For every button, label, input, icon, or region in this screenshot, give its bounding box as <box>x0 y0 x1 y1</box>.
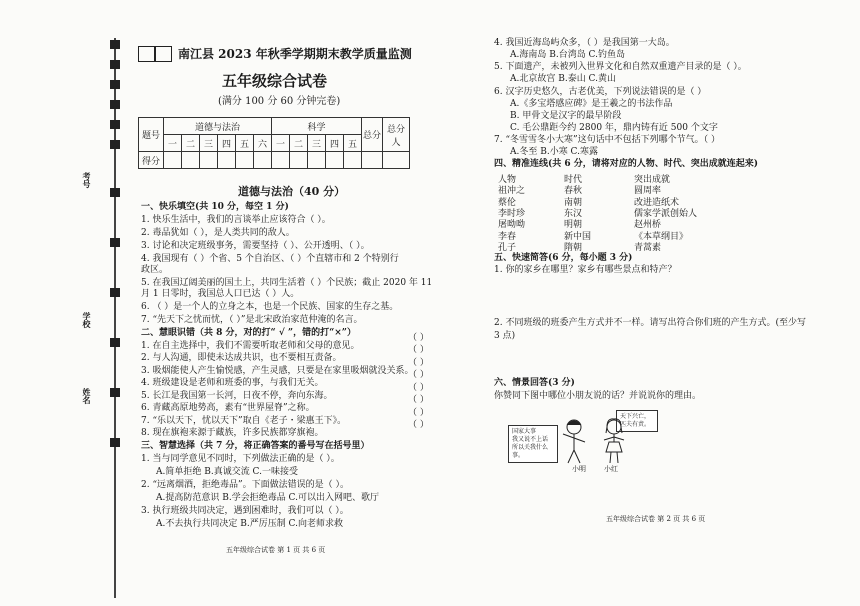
choice-options: A.北京故宫 B.泰山 C.黄山 <box>510 74 616 84</box>
choice-question: 5. 下面遗产，未被列入世界文化和自然双重遗产目录的是（ ）。 <box>494 62 747 72</box>
binding-mark <box>110 120 120 129</box>
match-item-col2: 新中国 <box>564 231 592 242</box>
binding-mark <box>110 140 120 149</box>
section-heading-3: 三、智慧选择（共 7 分，将正确答案的番号写在括号里） <box>141 441 370 451</box>
score-cell <box>326 152 344 169</box>
choice-options: A.冬至 B.小寒 C.寒露 <box>510 147 598 157</box>
question-line: 政区。 <box>141 265 169 275</box>
score-row-label: 得分 <box>139 152 164 169</box>
choice-options: A.海南岛 B.台湾岛 C.钓鱼岛 <box>510 50 625 60</box>
binding-mark <box>110 288 120 297</box>
kid-name-left: 小明 <box>572 465 586 473</box>
binding-mark <box>110 40 120 49</box>
judge-line: 6. 青藏高原地势高，素有“世界屋脊”之称。 <box>141 403 315 413</box>
match-item-col1: 李春 <box>498 231 517 242</box>
bubble-text: 我又说不上话 <box>512 436 549 443</box>
judge-line: 4. 班级建设是老师和班委的事，与我们无关。 <box>141 378 324 388</box>
bubble-text: 所以关我什么 <box>512 444 549 451</box>
score-cell <box>344 152 362 169</box>
choice-question: 4. 我国近海岛屿众多，（ ）是我国第一大岛。 <box>494 38 675 48</box>
score-cell <box>182 152 200 169</box>
match-item-col1: 蔡伦 <box>498 197 517 208</box>
score-cell <box>290 152 308 169</box>
match-item-col1: 孔子 <box>498 242 517 253</box>
binding-mark <box>110 80 120 89</box>
answer-paren: （ ） <box>408 420 429 430</box>
section-heading-5: 五、快速简答(6 分，每小题 3 分) <box>494 253 633 263</box>
corner-box <box>155 46 172 62</box>
children-illustration <box>556 418 636 466</box>
question-line: 6. （ ）是一个人的立身之本，也是一个民族、国家的生存之基。 <box>141 302 399 312</box>
match-item-col2: 南朝 <box>564 197 583 208</box>
score-col: 三 <box>200 135 218 152</box>
score-col: 六 <box>254 135 272 152</box>
match-item-col1: 祖冲之 <box>498 186 526 197</box>
binding-strip <box>104 38 126 598</box>
section-title: 道德与法治（40 分） <box>238 185 346 198</box>
question-line: 4. 我国现有（ ）个省、5 个自治区、（ ）个直辖市和 2 个特别行 <box>141 254 399 264</box>
kid-name-right: 小红 <box>604 465 618 473</box>
score-col: 三 <box>308 135 326 152</box>
match-item-col3: 赵州桥 <box>634 220 662 231</box>
page-footer-right: 五年级综合试卷 第 2 页 共 6 页 <box>606 515 706 523</box>
match-item-col2: 时代 <box>564 175 583 185</box>
score-table-total: 总分 <box>362 118 383 152</box>
bubble-text: 事。 <box>512 452 525 459</box>
match-item-col2: 隋朝 <box>564 242 583 253</box>
score-col: 一 <box>272 135 290 152</box>
binding-label-exam-no: 考号 <box>82 172 92 188</box>
score-col: 四 <box>218 135 236 152</box>
judge-line: 5. 长江是我国第一长河，日夜不停，奔向东海。 <box>141 391 333 401</box>
answer-paren: （ ） <box>408 408 429 418</box>
bubble-text: 国家大事 <box>512 428 537 435</box>
score-table <box>138 117 410 169</box>
short-answer-question: 2. 不同班级的班委产生方式并不一样。请写出符合你们班的产生方式。(至少写 <box>494 318 806 328</box>
choice-question: 3. 执行班级共同决定，遇到困难时，我们可以（ ）。 <box>141 506 349 516</box>
match-item-col3: 圆周率 <box>634 186 662 197</box>
exam-subtitle: 五年级综合试卷 <box>222 72 328 90</box>
score-cell <box>254 152 272 169</box>
answer-paren: （ ） <box>408 370 429 380</box>
section-heading-4: 四、精准连线(共 6 分，请将对应的人物、时代、突出成就连起来) <box>494 159 759 169</box>
section-heading-1: 一、快乐填空(共 10 分，每空 1 分) <box>141 202 289 212</box>
bubble-text: 天下兴亡， <box>620 413 651 420</box>
choice-options: C. 毛公鼎距今约 2800 年，鼎内铸有近 500 个文字 <box>510 123 718 133</box>
match-item-col1: 屠呦呦 <box>498 220 526 231</box>
girl-figure <box>604 419 624 463</box>
question-line: 2. 毒品犹如（ ），是人类共同的敌人。 <box>141 228 295 238</box>
choice-question: 2. “远离烟酒，拒绝毒品”。下面做法错误的是（ ）。 <box>141 480 350 490</box>
binding-mark <box>110 388 120 397</box>
choice-question: 7. “冬雪雪冬小大寒”这句话中不包括下列哪个节气。（ ） <box>494 135 721 145</box>
short-answer-question: 1. 你的家乡在哪里？家乡有哪些景点和特产？ <box>494 265 677 275</box>
choice-options: A.不去执行共同决定 B.严厉压制 C.向老师求救 <box>156 519 343 529</box>
judge-line: 7. “乐以天下，忧以天下”取自《老子・梁惠王下》。 <box>141 416 347 426</box>
score-cell <box>362 152 383 169</box>
question-line: 月 1 日零时，我国总人口已达（ ）人。 <box>141 289 300 299</box>
match-item-col1: 人物 <box>498 175 517 185</box>
score-cell <box>164 152 182 169</box>
answer-paren: （ ） <box>408 358 429 368</box>
score-table-subject: 道德与法治 <box>164 118 272 135</box>
match-item-col2: 春秋 <box>564 186 583 197</box>
bubble-text: 匹夫有责。 <box>620 421 651 428</box>
judge-line: 3. 吸烟能使人产生愉悦感，产生灵感，只要是在家里吸烟就没关系。 <box>141 366 414 376</box>
choice-options: A.简单拒绝 B.真诚交流 C.一味接受 <box>156 467 298 477</box>
judge-line: 1. 在自主选择中，我们不需要听取老师和父母的意见。 <box>141 341 360 351</box>
match-item-col3: 改进造纸术 <box>634 197 680 208</box>
choice-question: 6. 汉字历史悠久，古老优美，下列说法错误的是（ ） <box>494 87 707 97</box>
score-col: 二 <box>290 135 308 152</box>
score-cell <box>236 152 254 169</box>
binding-mark <box>110 338 120 347</box>
choice-options: B. 甲骨文是汉字的最早阶段 <box>510 111 622 121</box>
score-table-scorer: 总分人 <box>383 118 410 152</box>
score-col: 一 <box>164 135 182 152</box>
section-heading-6: 六、情景回答(3 分) <box>494 378 575 388</box>
score-cell <box>383 152 410 169</box>
match-item-col3: 突出成就 <box>634 175 671 185</box>
question-line: 1. 快乐生活中，我们的言谈举止应该符合（ ）。 <box>141 215 331 225</box>
judge-line: 8. 现在旗袍来源于藏族，许多民族都穿旗袍。 <box>141 428 324 438</box>
scenario-question: 你赞同下图中哪位小朋友说的话？并说说你的理由。 <box>494 391 702 401</box>
match-item-col3: 《本草纲目》 <box>634 231 689 242</box>
short-answer-question: 3 点) <box>494 331 516 341</box>
speech-bubble-left <box>508 425 558 463</box>
choice-options: A.提高防范意识 B.学会拒绝毒品 C.可以出入网吧、歌厅 <box>156 493 379 503</box>
answer-paren: （ ） <box>408 333 429 343</box>
binding-mark <box>110 188 120 197</box>
score-table-subject: 科学 <box>272 118 362 135</box>
score-cell <box>308 152 326 169</box>
corner-box <box>138 46 155 62</box>
binding-mark <box>110 238 120 247</box>
choice-question: 1. 当与同学意见不同时，下列做法正确的是（ ）。 <box>141 454 340 464</box>
match-item-col3: 青蒿素 <box>634 242 662 253</box>
section-heading-2: 二、慧眼识错（共 8 分，对的打“ √ ”，错的打“×”） <box>141 328 356 338</box>
exam-title: 南江县 2023 年秋季学期期末教学质量监测 <box>178 47 412 61</box>
match-item-col2: 东汉 <box>564 208 583 219</box>
question-line: 7. “先天下之忧而忧，（ ）”是北宋政治家范仲淹的名言。 <box>141 315 363 325</box>
binding-mark <box>110 100 120 109</box>
answer-paren: （ ） <box>408 395 429 405</box>
page-footer-left: 五年级综合试卷 第 1 页 共 6 页 <box>226 546 326 554</box>
binding-mark <box>110 438 120 447</box>
match-item-col2: 明朝 <box>564 220 583 231</box>
binding-label-school: 学校 <box>82 312 92 328</box>
question-line: 5. 在我国辽阔美丽的国土上，共同生活着（ ）个民族；截止 2020 年 11 <box>141 278 433 288</box>
score-col: 五 <box>236 135 254 152</box>
score-cell <box>200 152 218 169</box>
score-cell <box>218 152 236 169</box>
question-line: 3. 讨论和决定班级事务，需要坚持（ ）、公开透明、（ ）。 <box>141 241 370 251</box>
answer-paren: （ ） <box>408 383 429 393</box>
match-item-col1: 李时珍 <box>498 208 526 219</box>
judge-line: 2. 与人沟通，即使未达成共识，也不要相互责备。 <box>141 353 342 363</box>
choice-options: A.《多宝塔感应碑》是王羲之的书法作品 <box>510 99 673 109</box>
answer-paren: （ ） <box>408 345 429 355</box>
score-col: 二 <box>182 135 200 152</box>
score-cell <box>272 152 290 169</box>
score-table-label: 题号 <box>139 118 164 152</box>
binding-mark <box>110 60 120 69</box>
score-col: 五 <box>344 135 362 152</box>
score-note: (满分 100 分 60 分钟完卷) <box>218 96 341 107</box>
score-col: 四 <box>326 135 344 152</box>
boy-figure <box>563 420 585 463</box>
match-item-col3: 儒家学派创始人 <box>634 208 698 219</box>
binding-label-name: 姓名 <box>82 388 92 404</box>
